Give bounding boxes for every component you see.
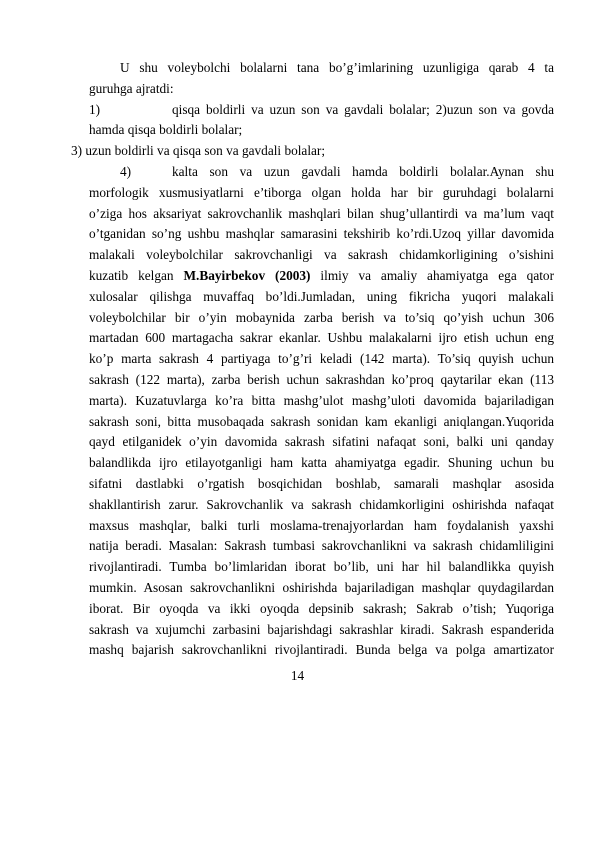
- body-line: mumkin. Asosan sakrovchanlikni oshirishda bajariladigan mashqlar quydagilardan: [89, 580, 554, 595]
- page-number: 14: [290, 668, 305, 684]
- body-line: voleybolchilar bir o’yin mobaynida zarba berish va to’siq qo’yish uchun 306: [89, 309, 554, 325]
- body-line: morfologik xusmusiyatlarni e’tiborga olgan holda har bir guruhdagi bolalarni: [89, 184, 554, 200]
- body-line: sakrash va xujumchi zarbasini bajarishdagi sakrashlar kiradi. Sakrash espanderida: [89, 621, 554, 637]
- author-line: [89, 268, 554, 284]
- body-line: maxsus mashqlar, balki turli moslama-trenajyorlardan ham foydalanish yaxshi: [89, 517, 554, 533]
- author-citation: M.Bayirbekov (2003): [183, 268, 311, 283]
- author-line-after: ilmiy va amaliy ahamiyatga ega qator: [310, 268, 554, 283]
- body-line: qayd etilganidek o’yin davomida sakrash sifatini nafaqat soni, balki uni qanday: [89, 434, 554, 450]
- body-line: sakrash (122 marta), zarba berish uchun sakrashdan ko’proq qaytarilar ekan (113: [89, 372, 554, 387]
- body-line: balandlikda ijro etilayotganligi ham katta ahamiyatga egadir. Shuning uchun bu: [89, 455, 554, 471]
- body-line: rivojlantiradi. Tumba bo’limlaridan iborat bo’lib, uni har hil balandlikka quyish: [89, 559, 554, 575]
- list-item-1-text: qisqa boldirli va uzun son va gavdali bolalar; 2)uzun son va govda: [172, 101, 554, 117]
- intro-line-2: guruhga ajratdi:: [89, 80, 174, 96]
- body-line: mashq bajarish sakrovchanlikni rivojlantiradi. Bunda belga va polga amartizator: [89, 642, 554, 658]
- body-line: marta). Kuzatuvlarga ko’ra bitta mashg’ulot mashg’uloti davomida bajariladigan: [89, 392, 554, 408]
- body-line: xulosalar qilishga muvaffaq bo’ldi.Jumladan, uning fikricha yuqori malakali: [89, 288, 554, 304]
- body-line: natija beradi. Masalan: Sakrash tumbasi sakrovchanlikni va sakrash chidamliligini: [89, 538, 554, 554]
- body-line: o’tganidan so’ng ushbu mashqlar samarasini tekshirib ko’rdi.Uzoq yillar davomida: [89, 226, 554, 242]
- list-item-4-text: kalta son va uzun gavdali hamda boldirli bolalar.Aynan shu: [172, 164, 554, 179]
- body-line: o’ziga hos aksariyat sakrovchanlik mashqlari bilan shug’ullantirdi va ma’lum vaqt: [89, 205, 554, 221]
- body-line: malakali voleybolchilar sakrovchanligi va sakrash chidamkorligining o’sishini: [89, 247, 554, 263]
- list-item-4-number: 4): [120, 164, 132, 179]
- list-item-1-continuation: hamda qisqa boldirli bolalar;: [89, 122, 243, 138]
- body-line: sakrash soni, bitta musobaqada sakrash sonidan kam ekanligi aniqlangan.Yuqorida: [89, 413, 554, 429]
- body-line: sifatni dastlabki o’rgatish bosqichidan boshlab, samarali mashqlar asosida: [89, 476, 554, 491]
- body-line: ko’p marta sakrash 4 partiyaga to’g’ri keladi (142 marta). To’siq quyish uchun: [89, 351, 554, 367]
- list-item-3: 3) uzun boldirli va qisqa son va gavdali bolalar;: [71, 143, 326, 159]
- body-line: martadan 600 martagacha sakrar ekanlar. Ushbu malakalarni ijro etish uchun eng: [89, 330, 554, 346]
- list-item-1-number: 1): [89, 101, 101, 117]
- intro-line-1: U shu voleybolchi bolalarni tana bo’g’imlarining uzunligiga qarab 4 ta: [120, 60, 554, 75]
- author-line-before: kuzatib kelgan: [89, 268, 184, 283]
- body-line: shakllantirish zarur. Sakrovchanlik va sakrash chidamkorligini oshirishda nafaqat: [89, 496, 554, 512]
- body-line: iborat. Bir oyoqda va ikki oyoqda depsinib sakrash; Sakrab o’tish; Yuqoriga: [89, 600, 554, 616]
